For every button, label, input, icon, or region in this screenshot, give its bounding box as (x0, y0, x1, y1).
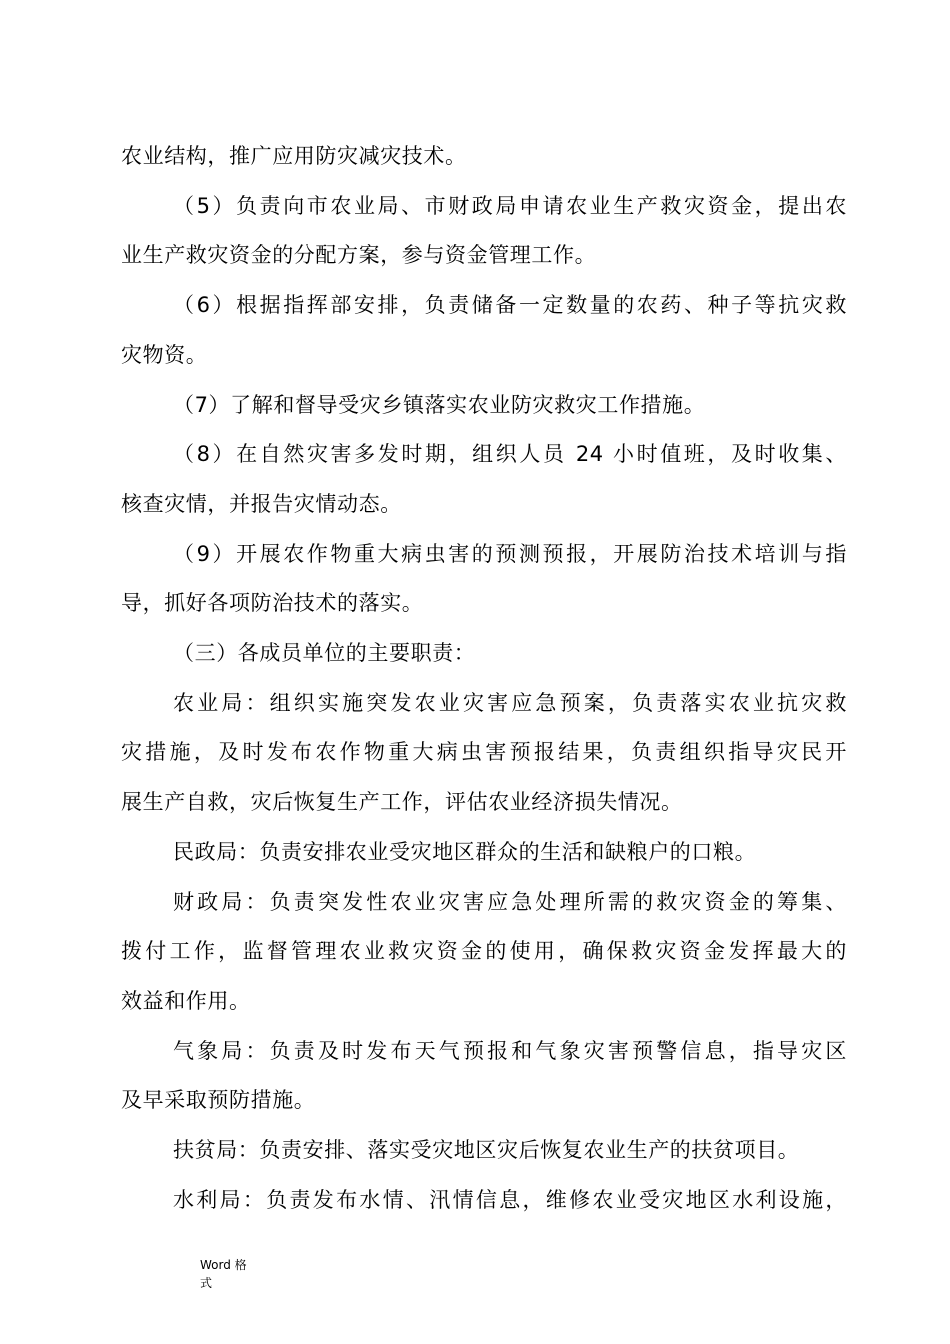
text-line: 灾物资。 (121, 342, 208, 367)
text-line: （7）了解和督导受灾乡镇落实农业防灾救灾工作措施。 (173, 392, 706, 417)
text-line: 财政局：负责突发性农业灾害应急处理所需的救灾资金的筹集、 (173, 889, 847, 914)
text-line: 气象局：负责及时发布天气预报和气象灾害预警信息，指导灾区 (173, 1038, 847, 1063)
text-line: （6）根据指挥部安排，负责储备一定数量的农药、种子等抗灾救 (173, 293, 847, 318)
document-body (121, 132, 847, 1225)
text-line: （8）在自然灾害多发时期，组织人员 24 小时值班，及时收集、 (173, 442, 847, 467)
text-line: 业生产救灾资金的分配方案，参与资金管理工作。 (121, 243, 597, 268)
text-line: （5）负责向市农业局、市财政局申请农业生产救灾资金，提出农 (173, 193, 847, 218)
text-line: 拨付工作，监督管理农业救灾资金的使用，确保救灾资金发挥最大的 (121, 939, 847, 964)
text-line: 及早采取预防措施。 (121, 1088, 316, 1113)
footer-line-1: Word 格 (200, 1258, 247, 1272)
text-line: （9）开展农作物重大病虫害的预测预报，开展防治技术培训与指 (173, 541, 847, 566)
text-line: 效益和作用。 (121, 988, 251, 1013)
text-line: 核查灾情，并报告灾情动态。 (121, 491, 402, 516)
text-line: 导，抓好各项防治技术的落实。 (121, 591, 424, 616)
text-line: 农业局：组织实施突发农业灾害应急预案，负责落实农业抗灾救 (173, 690, 847, 715)
text-line: 展生产自救，灾后恢复生产工作，评估农业经济损失情况。 (121, 790, 683, 815)
text-line: 民政局：负责安排农业受灾地区群众的生活和缺粮户的口粮。 (173, 839, 757, 864)
text-line: 农业结构，推广应用防灾减灾技术。 (121, 144, 467, 168)
text-line: 水利局：负责发布水情、汛情信息，维修农业受灾地区水利设施， (173, 1187, 847, 1212)
page-footer (200, 1256, 260, 1292)
text-line: （三）各成员单位的主要职责： (173, 641, 476, 666)
text-line: 扶贫局：负责安排、落实受灾地区灾后恢复农业生产的扶贫项目。 (173, 1138, 800, 1163)
footer-line-2: 式 (200, 1276, 213, 1290)
text-line: 灾措施，及时发布农作物重大病虫害预报结果，负责组织指导灾民开 (121, 740, 847, 765)
